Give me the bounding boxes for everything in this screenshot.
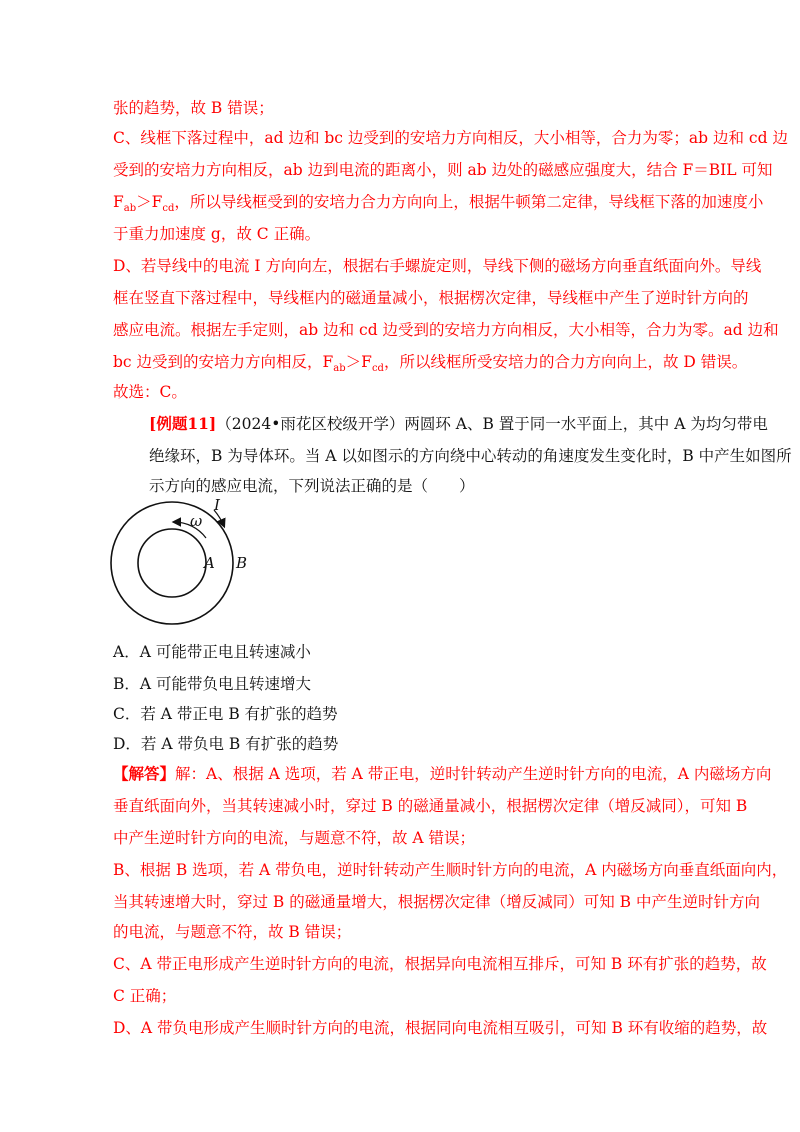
solution-line-3: 中产生逆时针方向的电流，与题意不符，故 A 错误； — [113, 829, 476, 847]
subscript-cd: cd — [162, 203, 175, 214]
solution-text-1: 解：A、根据 A 选项，若 A 带正电，逆时针转动产生逆时针方向的电流，A 内磁场方向 — [175, 765, 772, 783]
greater-f: ＞F — [136, 193, 163, 211]
greater-f: ＞F — [345, 353, 372, 371]
d-line-4-start: bc 边受到的安培力方向相反，F — [113, 353, 334, 371]
option-c: C．若 A 带正电 B 有扩张的趋势 — [113, 705, 338, 723]
solution-tag: 【解答】 — [113, 764, 176, 783]
ring-figure — [110, 496, 260, 630]
omega-label: ω — [190, 512, 203, 530]
question-line-3: 示方向的感应电流，下列说法正确的是（ ） — [149, 477, 475, 495]
question-line-1 — [149, 414, 768, 434]
prev-d-line-4 — [113, 352, 747, 375]
prev-c-line-1: C、线框下落过程中，ad 边和 bc 边受到的安培力方向相反，大小相等，合力为零；ab 边和 cd 边 — [113, 129, 788, 147]
prev-c-line-2: 受到的安培力方向相反，ab 边到电流的距离小，则 ab 边处的磁感应强度大，结合 F＝BIL 可知 — [113, 161, 773, 179]
solution-line-7: C、A 带正电形成产生逆时针方向的电流，根据异向电流相互排斥，可知 B 环有扩张的趋势，故 — [113, 955, 767, 973]
subscript-ab: ab — [123, 203, 137, 214]
option-d: D．若 A 带负电 B 有扩张的趋势 — [113, 735, 339, 753]
question-tag: [例题11] — [149, 414, 217, 433]
solution-line-8: C 正确； — [113, 987, 177, 1005]
question-text-1: （2024•雨花区校级开学）两圆环 A、B 置于同一水平面上，其中 A 为均匀带电 — [216, 415, 768, 433]
solution-line-5: 当其转速增大时，穿过 B 的磁通量增大，根据楞次定律（增反减同）可知 B 中产生逆时针方向 — [113, 893, 760, 911]
prev-d-line-3: 感应电流。根据左手定则，ab 边和 cd 边受到的安培力方向相反，大小相等，合力为零。ad 边和 — [113, 321, 779, 339]
f-symbol: F — [113, 193, 124, 211]
question-line-2: 绝缘环，B 为导体环。当 A 以如图示的方向绕中心转动的角速度发生变化时，B 中产生如图所 — [149, 447, 792, 465]
prev-answer: 故选：C。 — [113, 383, 187, 401]
ring-b-label: B — [236, 554, 248, 572]
solution-line-2: 垂直纸面向外，当其转速减小时，穿过 B 的磁通量减小，根据楞次定律（增反减同），可知 B — [113, 797, 748, 815]
solution-line-1 — [113, 764, 771, 784]
prev-d-line-1: D、若导线中的电流 I 方向向左，根据右手螺旋定则，导线下侧的磁场方向垂直纸面向外。导线 — [113, 257, 762, 275]
subscript-ab: ab — [333, 363, 346, 374]
current-label: I — [214, 496, 220, 514]
ring-a — [138, 529, 206, 597]
solution-line-4: B、根据 B 选项，若 A 带负电，逆时针转动产生顺时针方向的电流，A 内磁场方向垂直纸面向内， — [113, 861, 788, 879]
option-a: A．A 可能带正电且转速减小 — [113, 643, 311, 661]
solution-line-9: D、A 带负电形成产生顺时针方向的电流，根据同向电流相互吸引，可知 B 环有收缩的趋势，故 — [113, 1019, 768, 1037]
c-line-3-rest: ，所以导线框受到的安培力合力方向向上，根据牛顿第二定律，导线框下落的加速度小 — [174, 193, 764, 211]
prev-d-line-2: 框在竖直下落过程中，导线框内的磁通量减小，根据楞次定律，导线框中产生了逆时针方向的 — [113, 289, 749, 307]
prev-c-line-4: 于重力加速度 g，故 C 正确。 — [113, 225, 321, 243]
prev-line-1: 张的趋势，故 B 错误； — [113, 99, 274, 117]
d-line-4-rest: ，所以线框所受安培力的合力方向向上，故 D 错误。 — [383, 353, 748, 371]
prev-c-line-3 — [113, 192, 763, 215]
solution-line-6: 的电流，与题意不符，故 B 错误； — [113, 923, 352, 941]
ring-a-label: A — [204, 554, 215, 572]
option-b: B．A 可能带负电且转速增大 — [113, 675, 312, 693]
subscript-cd: cd — [371, 363, 384, 374]
